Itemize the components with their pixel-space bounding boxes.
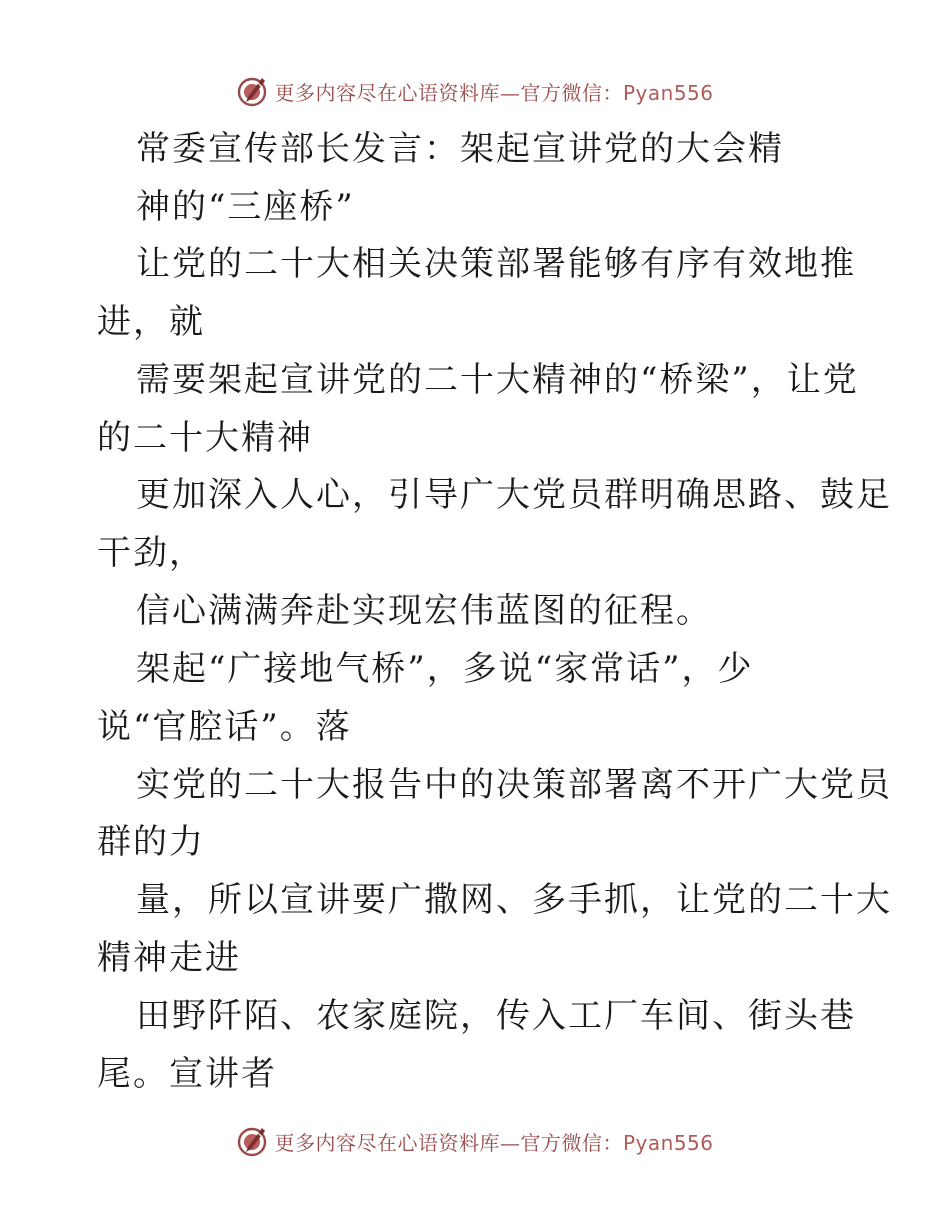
feather-pen-logo-icon [236,1125,268,1157]
text-line: 精神走进 [97,938,241,978]
text-line: 更加深入人心，引导广大党员群明确思路、鼓足 [136,475,892,515]
text-line: 信心满满奔赴实现宏伟蓝图的征程。 [136,591,712,631]
text-line: 实党的二十大报告中的决策部署离不开广大党员 [136,765,892,805]
wechat-handle: Pyan556 [622,80,714,105]
wechat-handle: Pyan556 [622,1130,714,1155]
text-line: 需要架起宣讲党的二十大精神的“桥梁”，让党 [136,360,859,400]
header-watermark-banner [0,71,950,111]
text-line: 让党的二十大相关决策部署能够有序有效地推 [136,244,856,284]
text-line: 架起“广接地气桥”，多说“家常话”，少 [136,649,754,689]
text-line: 群的力 [97,822,205,862]
footer-watermark-banner [0,1121,950,1161]
text-line: 常委宣传部长发言：架起宣讲党的大会精 [136,129,784,169]
text-line: 田野阡陌、农家庭院，传入工厂车间、街头巷 [136,996,856,1036]
text-line: 神的“三座桥” [136,187,355,227]
text-line: 干劲， [97,533,205,573]
text-line: 的二十大精神 [97,418,313,458]
feather-pen-logo-icon [236,75,268,107]
footer-watermark-text: 更多内容尽在心语资料库—官方微信：Pyan556 [274,1130,714,1155]
text-line: 尾。宣讲者 [97,1054,277,1094]
text-line: 进，就 [97,302,205,342]
text-line: 说“官腔话”。落 [97,707,352,747]
text-line: 量，所以宣讲要广撒网、多手抓，让党的二十大 [136,880,892,920]
header-watermark-text: 更多内容尽在心语资料库—官方微信：Pyan556 [274,80,714,105]
